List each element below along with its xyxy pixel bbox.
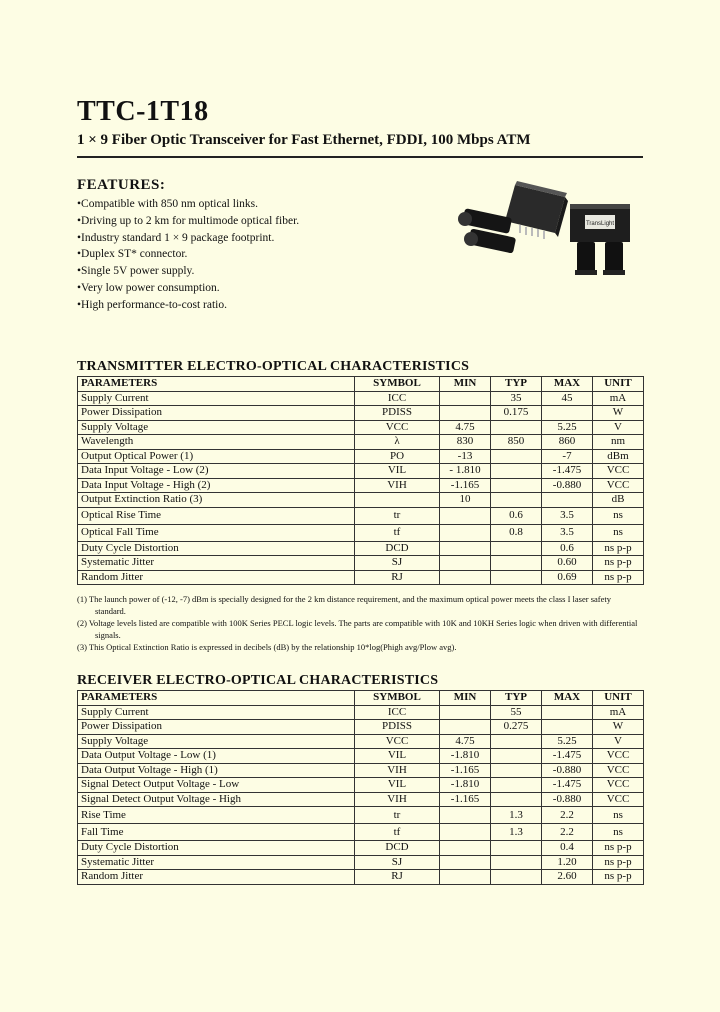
cell-max: 5.25 — [542, 420, 593, 435]
transceiver-module-front — [570, 204, 630, 275]
cell-min: -1.165 — [440, 792, 491, 807]
cell-max: -1.475 — [542, 778, 593, 793]
cell-param: Data Input Voltage - Low (2) — [78, 464, 355, 479]
cell-max: 0.6 — [542, 541, 593, 556]
cell-param: Signal Detect Output Voltage - Low — [78, 778, 355, 793]
cell-max: 0.4 — [542, 841, 593, 856]
cell-param: Power Dissipation — [78, 406, 355, 421]
cell-symbol: RJ — [355, 570, 440, 585]
cell-param: Optical Rise Time — [78, 507, 355, 524]
cell-symbol: VIL — [355, 749, 440, 764]
table-row — [78, 420, 644, 435]
transmitter-notes — [77, 593, 643, 653]
cell-symbol: PDISS — [355, 720, 440, 735]
cell-typ: 55 — [491, 705, 542, 720]
table-row — [78, 570, 644, 585]
cell-symbol: tr — [355, 807, 440, 824]
cell-max: -1.475 — [542, 749, 593, 764]
table-row — [78, 855, 644, 870]
cell-symbol: ICC — [355, 705, 440, 720]
cell-min: -1.810 — [440, 778, 491, 793]
cell-symbol: VIH — [355, 792, 440, 807]
col-header: TYP — [491, 377, 542, 392]
cell-symbol: VCC — [355, 420, 440, 435]
cell-max: -0.880 — [542, 478, 593, 493]
footnote: (2) Voltage levels listed are compatible with 100K Series PECL logic levels. The parts are compatible with 10K and 10KH Series logic when driven with differential signals. — [77, 618, 638, 640]
table-row — [78, 493, 644, 508]
cell-symbol: PO — [355, 449, 440, 464]
module-label-text: TransLight — [585, 221, 615, 227]
cell-typ: 35 — [491, 391, 542, 406]
cell-symbol: tf — [355, 524, 440, 541]
cell-min: -1.810 — [440, 749, 491, 764]
cell-unit: ns p-p — [593, 556, 644, 571]
cell-symbol: SJ — [355, 556, 440, 571]
transmitter-section-heading: TRANSMITTER ELECTRO-OPTICAL CHARACTERISTICS — [77, 359, 470, 374]
cell-param: Random Jitter — [78, 570, 355, 585]
cell-param: Data Input Voltage - High (2) — [78, 478, 355, 493]
cell-unit: ns p-p — [593, 870, 644, 885]
table-row — [78, 435, 644, 450]
table-row — [78, 720, 644, 735]
cell-max: -1.475 — [542, 464, 593, 479]
table-row — [78, 749, 644, 764]
cell-symbol: SJ — [355, 855, 440, 870]
cell-param: Fall Time — [78, 824, 355, 841]
cell-typ — [491, 734, 542, 749]
table-row — [78, 807, 644, 824]
cell-min — [440, 824, 491, 841]
cell-param: Random Jitter — [78, 870, 355, 885]
cell-min — [440, 406, 491, 421]
col-header: UNIT — [593, 377, 644, 392]
cell-param: Output Extinction Ratio (3) — [78, 493, 355, 508]
table-row — [78, 541, 644, 556]
cell-symbol: VIL — [355, 464, 440, 479]
feature-item: • Single 5V power supply. — [77, 263, 299, 280]
cell-unit: nm — [593, 435, 644, 450]
feature-item: • Duplex ST* connector. — [77, 246, 299, 263]
cell-param: Power Dissipation — [78, 720, 355, 735]
cell-param: Signal Detect Output Voltage - High — [78, 792, 355, 807]
cell-unit: W — [593, 720, 644, 735]
cell-unit: mA — [593, 391, 644, 406]
cell-typ: 0.8 — [491, 524, 542, 541]
footnote: (1) The launch power of (-12, -7) dBm is specially designed for the 2 km distance requirement, and the maximum optical power meets the class I laser safety standard. — [77, 594, 611, 616]
cell-param: Supply Voltage — [78, 734, 355, 749]
cell-max: 45 — [542, 391, 593, 406]
cell-param: Supply Voltage — [78, 420, 355, 435]
cell-min — [440, 541, 491, 556]
cell-unit: V — [593, 420, 644, 435]
cell-max — [542, 720, 593, 735]
cell-symbol: VIL — [355, 778, 440, 793]
cell-min — [440, 391, 491, 406]
page-subtitle: 1 × 9 Fiber Optic Transceiver for Fast Ethernet, FDDI, 100 Mbps ATM — [77, 132, 531, 148]
cell-param: Supply Current — [78, 391, 355, 406]
cell-min: 4.75 — [440, 734, 491, 749]
table-row — [78, 524, 644, 541]
feature-item: • Industry standard 1 × 9 package footprint. — [77, 230, 299, 247]
cell-typ: 1.3 — [491, 807, 542, 824]
cell-param: Data Output Voltage - High (1) — [78, 763, 355, 778]
cell-max: 5.25 — [542, 734, 593, 749]
cell-typ: 1.3 — [491, 824, 542, 841]
cell-min: 830 — [440, 435, 491, 450]
cell-param: Optical Fall Time — [78, 524, 355, 541]
col-header: SYMBOL — [355, 377, 440, 392]
cell-min — [440, 855, 491, 870]
cell-typ — [491, 763, 542, 778]
cell-symbol: ICC — [355, 391, 440, 406]
cell-param: Output Optical Power (1) — [78, 449, 355, 464]
cell-min: 10 — [440, 493, 491, 508]
title-divider — [77, 156, 643, 158]
cell-min: -1.165 — [440, 478, 491, 493]
table-row — [78, 449, 644, 464]
cell-param: Rise Time — [78, 807, 355, 824]
cell-unit: VCC — [593, 464, 644, 479]
transceiver-product-photo — [455, 175, 645, 280]
cell-min — [440, 841, 491, 856]
col-header: MAX — [542, 377, 593, 392]
cell-typ: 0.6 — [491, 507, 542, 524]
col-header: PARAMETERS — [78, 377, 355, 392]
cell-max: -0.880 — [542, 792, 593, 807]
cell-min — [440, 507, 491, 524]
cell-typ — [491, 420, 542, 435]
cell-unit: ns p-p — [593, 541, 644, 556]
cell-symbol: VIH — [355, 763, 440, 778]
cell-unit: VCC — [593, 478, 644, 493]
cell-typ — [491, 493, 542, 508]
features-list — [77, 196, 299, 314]
cell-symbol — [355, 493, 440, 508]
cell-unit: ns p-p — [593, 570, 644, 585]
cell-max: 2.2 — [542, 824, 593, 841]
cell-min: -1.165 — [440, 763, 491, 778]
cell-param: Systematic Jitter — [78, 556, 355, 571]
cell-max: 3.5 — [542, 507, 593, 524]
table-row — [78, 870, 644, 885]
table-header-row — [78, 691, 644, 706]
cell-max: 2.2 — [542, 807, 593, 824]
cell-symbol: VIH — [355, 478, 440, 493]
page-title: TTC-1T18 — [77, 96, 209, 127]
table-row — [78, 391, 644, 406]
col-header: PARAMETERS — [78, 691, 355, 706]
cell-typ — [491, 749, 542, 764]
feature-item: • Driving up to 2 km for multimode optical fiber. — [77, 213, 299, 230]
cell-min — [440, 556, 491, 571]
cell-min: - 1.810 — [440, 464, 491, 479]
feature-item: • Very low power consumption. — [77, 280, 299, 297]
cell-max: 2.60 — [542, 870, 593, 885]
cell-min — [440, 870, 491, 885]
cell-param: Duty Cycle Distortion — [78, 541, 355, 556]
cell-param: Duty Cycle Distortion — [78, 841, 355, 856]
cell-max — [542, 493, 593, 508]
table-row — [78, 478, 644, 493]
table-row — [78, 734, 644, 749]
receiver-table — [77, 690, 644, 885]
col-header: MIN — [440, 377, 491, 392]
cell-max: 0.60 — [542, 556, 593, 571]
feature-item: • High performance-to-cost ratio. — [77, 297, 299, 314]
col-header: MIN — [440, 691, 491, 706]
cell-symbol: DCD — [355, 841, 440, 856]
cell-min — [440, 720, 491, 735]
table-row — [78, 792, 644, 807]
cell-max: 3.5 — [542, 524, 593, 541]
cell-unit: ns — [593, 807, 644, 824]
cell-typ — [491, 841, 542, 856]
cell-max: -0.880 — [542, 763, 593, 778]
cell-typ — [491, 778, 542, 793]
cell-param: Systematic Jitter — [78, 855, 355, 870]
table-row — [78, 406, 644, 421]
table-row — [78, 556, 644, 571]
cell-typ — [491, 556, 542, 571]
col-header: TYP — [491, 691, 542, 706]
cell-typ — [491, 855, 542, 870]
cell-unit: ns p-p — [593, 841, 644, 856]
cell-unit: VCC — [593, 763, 644, 778]
cell-max: -7 — [542, 449, 593, 464]
cell-unit: ns p-p — [593, 855, 644, 870]
table-row — [78, 507, 644, 524]
cell-unit: VCC — [593, 749, 644, 764]
cell-max — [542, 406, 593, 421]
transceiver-module-angled — [458, 181, 568, 254]
col-header: SYMBOL — [355, 691, 440, 706]
cell-min — [440, 807, 491, 824]
cell-unit: ns — [593, 824, 644, 841]
cell-symbol: RJ — [355, 870, 440, 885]
footnote: (3) This Optical Extinction Ratio is expressed in decibels (dB) by the relationship 10*log(Phigh avg/Plow avg). — [77, 642, 457, 652]
cell-unit: VCC — [593, 778, 644, 793]
cell-max: 860 — [542, 435, 593, 450]
table-row — [78, 841, 644, 856]
cell-symbol: tf — [355, 824, 440, 841]
table-row — [78, 824, 644, 841]
cell-param: Supply Current — [78, 705, 355, 720]
cell-symbol: DCD — [355, 541, 440, 556]
cell-typ — [491, 464, 542, 479]
cell-typ — [491, 570, 542, 585]
cell-unit: dB — [593, 493, 644, 508]
cell-unit: V — [593, 734, 644, 749]
cell-min: 4.75 — [440, 420, 491, 435]
cell-unit: ns — [593, 507, 644, 524]
col-header: UNIT — [593, 691, 644, 706]
receiver-section-heading: RECEIVER ELECTRO-OPTICAL CHARACTERISTICS — [77, 673, 439, 688]
cell-symbol: VCC — [355, 734, 440, 749]
cell-typ: 0.175 — [491, 406, 542, 421]
table-header-row — [78, 377, 644, 392]
cell-max — [542, 705, 593, 720]
table-row — [78, 464, 644, 479]
cell-typ — [491, 478, 542, 493]
cell-typ — [491, 449, 542, 464]
col-header: MAX — [542, 691, 593, 706]
cell-min — [440, 524, 491, 541]
table-row — [78, 778, 644, 793]
cell-typ — [491, 870, 542, 885]
cell-unit: dBm — [593, 449, 644, 464]
cell-typ: 850 — [491, 435, 542, 450]
table-row — [78, 763, 644, 778]
cell-symbol: tr — [355, 507, 440, 524]
features-heading: FEATURES: — [77, 177, 166, 193]
cell-unit: VCC — [593, 792, 644, 807]
cell-param: Data Output Voltage - Low (1) — [78, 749, 355, 764]
cell-symbol: λ — [355, 435, 440, 450]
cell-typ — [491, 792, 542, 807]
cell-symbol: PDISS — [355, 406, 440, 421]
cell-unit: ns — [593, 524, 644, 541]
cell-param: Wavelength — [78, 435, 355, 450]
transmitter-table — [77, 376, 644, 585]
cell-typ — [491, 541, 542, 556]
cell-max: 0.69 — [542, 570, 593, 585]
cell-typ: 0.275 — [491, 720, 542, 735]
table-row — [78, 705, 644, 720]
feature-item: • Compatible with 850 nm optical links. — [77, 196, 299, 213]
cell-unit: W — [593, 406, 644, 421]
cell-min: -13 — [440, 449, 491, 464]
cell-min — [440, 570, 491, 585]
cell-unit: mA — [593, 705, 644, 720]
cell-max: 1.20 — [542, 855, 593, 870]
cell-min — [440, 705, 491, 720]
